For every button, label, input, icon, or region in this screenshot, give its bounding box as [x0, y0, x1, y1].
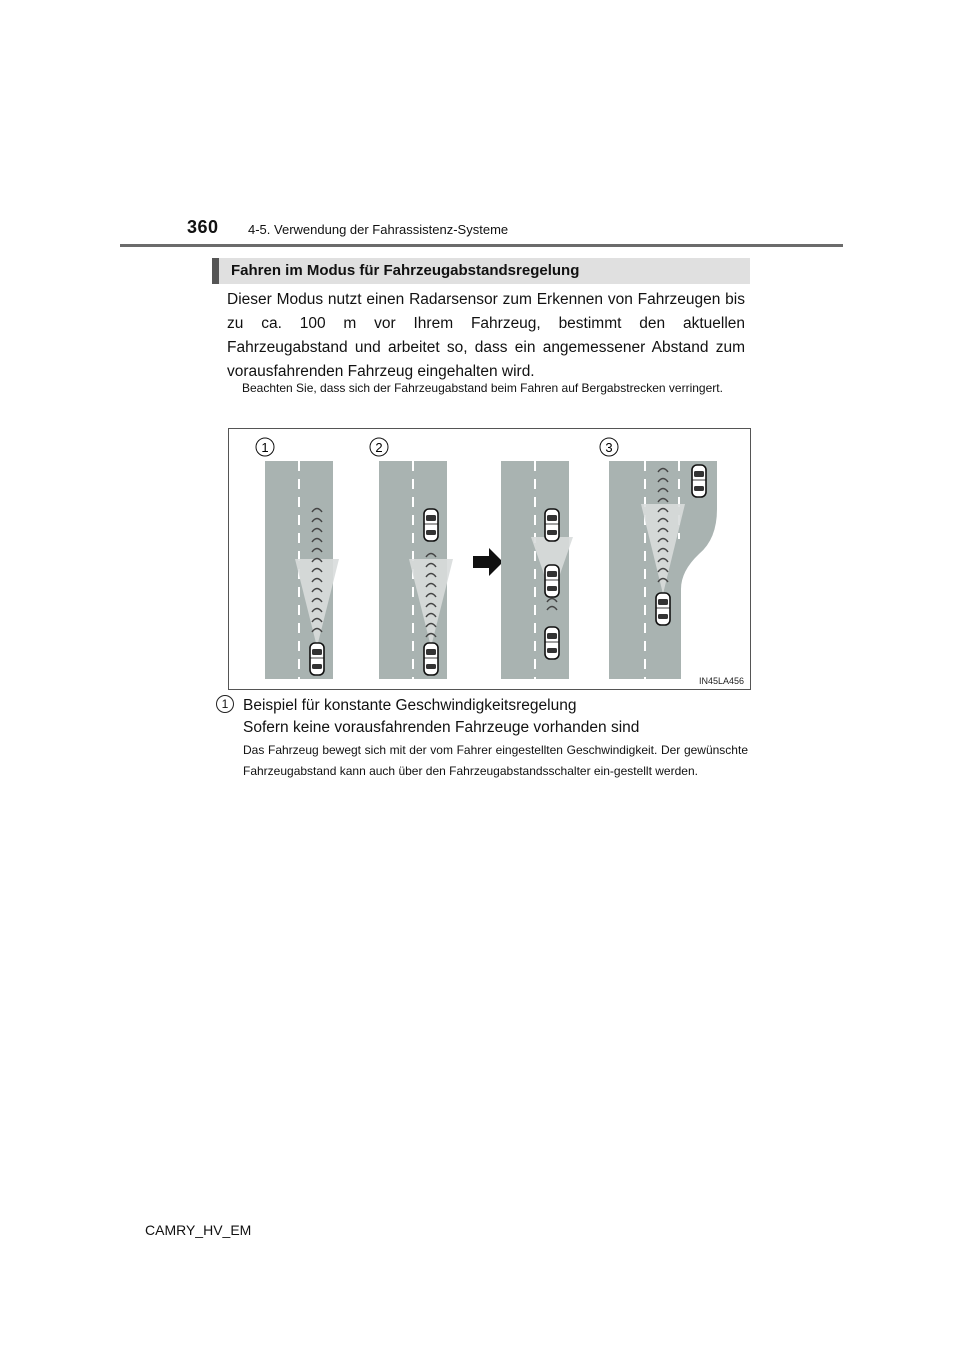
section-heading-bar	[212, 258, 750, 284]
item-1-title-line-2: Sofern keine vorausfahrenden Fahrzeuge vorhanden sind	[243, 719, 640, 736]
figure-marker-3	[600, 438, 618, 456]
figure-code: IN45LA456	[698, 676, 744, 686]
item-1-title	[243, 695, 753, 739]
figure-marker-1	[256, 438, 274, 456]
radar-illustration	[228, 428, 751, 690]
item-1-title-line-1: Beispiel für konstante Geschwindigkeitsregelung	[243, 697, 577, 714]
item-1-description: Das Fahrzeug bewegt sich mit der vom Fahrer eingestellten Geschwindigkeit. Der gewünschte Fahrzeugabstand kann auch über den Fahrzeugabstandsschalter ein-gestellt werden.	[243, 743, 748, 778]
scene-2b-own-car	[545, 565, 559, 597]
page-number: 360	[187, 217, 219, 237]
scene-3-car-merging-lane	[692, 465, 706, 497]
intro-paragraph: Dieser Modus nutzt einen Radarsensor zum Erkennen von Fahrzeugen bis zu ca. 100 m vor Ihrem Fahrzeug, bestimmt den aktuellen Fahrzeugabstand und arbeitet so, dass ein angemessener Abstand zum vorausfahrenden Fahrzeug eingehalten wird.	[227, 291, 745, 380]
scene-1-own-car	[310, 643, 324, 675]
scene-2b-car-behind	[545, 627, 559, 659]
section-title: 4-5. Verwendung der Fahrassistenz-Systeme	[248, 222, 509, 237]
footer-model-code: CAMRY_HV_EM	[145, 1222, 252, 1238]
svg-text:3: 3	[605, 440, 613, 455]
header-divider	[120, 244, 843, 247]
scene-3-own-car	[656, 593, 670, 625]
item-marker-1: 1	[216, 695, 234, 713]
note-paragraph: Beachten Sie, dass sich der Fahrzeugabstand beim Fahren auf Bergabstrecken verringert.	[242, 381, 723, 395]
transition-arrow	[473, 548, 503, 576]
scene-2b-car-ahead	[545, 509, 559, 541]
section-heading: Fahren im Modus für Fahrzeugabstandsregelung	[231, 262, 580, 279]
svg-text:1: 1	[261, 440, 269, 455]
scene-2-own-car	[424, 643, 438, 675]
scene-2-car-ahead	[424, 509, 438, 541]
svg-text:2: 2	[375, 440, 383, 455]
figure-marker-2	[370, 438, 388, 456]
